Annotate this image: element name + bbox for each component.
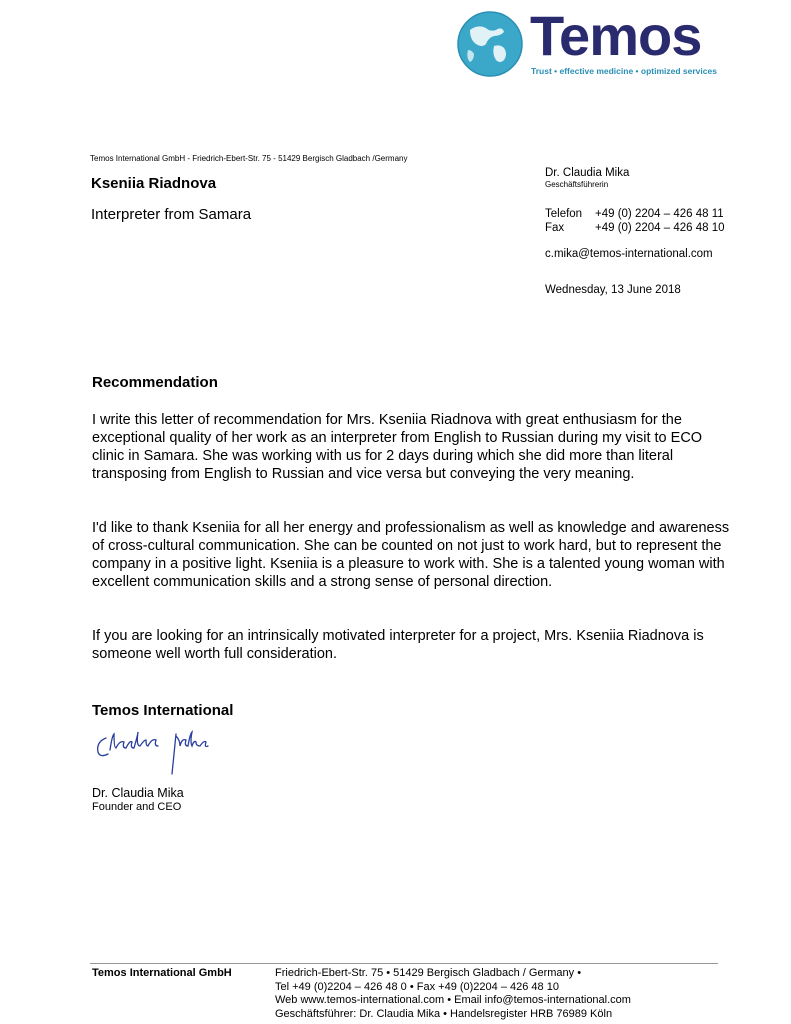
footer-divider [90,963,718,964]
letter-date: Wednesday, 13 June 2018 [545,284,681,296]
footer-company: Temos International GmbH [92,967,232,979]
recipient-name: Kseniia Riadnova [91,175,217,192]
logo-wordmark: Temos [530,4,702,67]
phone-label: Telefon [545,208,583,220]
company-logo [456,4,726,80]
signature-company: Temos International [92,702,234,719]
sender-address-line: Temos International GmbH - Friedrich-Ebert-Str. 75 - 51429 Bergisch Gladbach /Germany [90,154,408,163]
footer-line: Geschäftsführer: Dr. Claudia Mika • Handelsregister HRB 76989 Köln [275,1007,613,1020]
signatory-name: Dr. Claudia Mika [92,786,184,800]
footer-line: Friedrich-Ebert-Str. 75 • 51429 Bergisch Gladbach / Germany • [275,967,582,979]
contact-name: Dr. Claudia Mika [545,167,630,179]
letter-paragraph: I'd like to thank Kseniia for all her energy and professionalism as well as knowledge and awareness of cross-cultural communication. She can be counted on not just to work hard, but to represent the company in a positive light. Kseniia is a pleasure to work with. She is a talented young woman with excellent communication skills and a strong sense of personal direction. [92,520,730,590]
contact-block [545,166,724,261]
footer-line: Web www.temos-international.com • Email info@temos-international.com [275,994,631,1006]
contact-phone-row [545,207,724,221]
contact-position: Geschäftsführerin [545,180,609,189]
logo-tagline: Trust • effective medicine • optimized services [531,66,717,76]
footer-line: Tel +49 (0)2204 – 426 48 0 • Fax +49 (0)2204 – 426 48 10 [275,980,559,993]
fax-value: +49 (0) 2204 – 426 48 10 [595,222,725,234]
handwritten-signature [92,728,232,788]
recipient-role: Interpreter from Samara [91,206,252,223]
phone-value: +49 (0) 2204 – 426 48 11 [595,208,724,220]
fax-label: Fax [545,222,565,234]
letter-subject: Recommendation [92,374,218,391]
globe-icon [456,10,524,78]
contact-email: c.mika@temos-international.com [545,248,713,260]
footer-details [275,967,631,1021]
letter-paragraph: If you are looking for an intrinsically motivated interpreter for a project, Mrs. Kseniia Riadnova is someone well worth full consideration. [92,628,704,662]
contact-fax-row [545,221,724,235]
letter-paragraph: I write this letter of recommendation for Mrs. Kseniia Riadnova with great enthusiasm for the exceptional quality of her work as an interpreter from English to Russian during my visit to ECO clinic in Samara. She was working with us for 2 days during which she did more than literal transposing from English to Russian and vice versa but conveying the very meaning. [92,412,703,482]
signatory-title: Founder and CEO [92,801,182,813]
